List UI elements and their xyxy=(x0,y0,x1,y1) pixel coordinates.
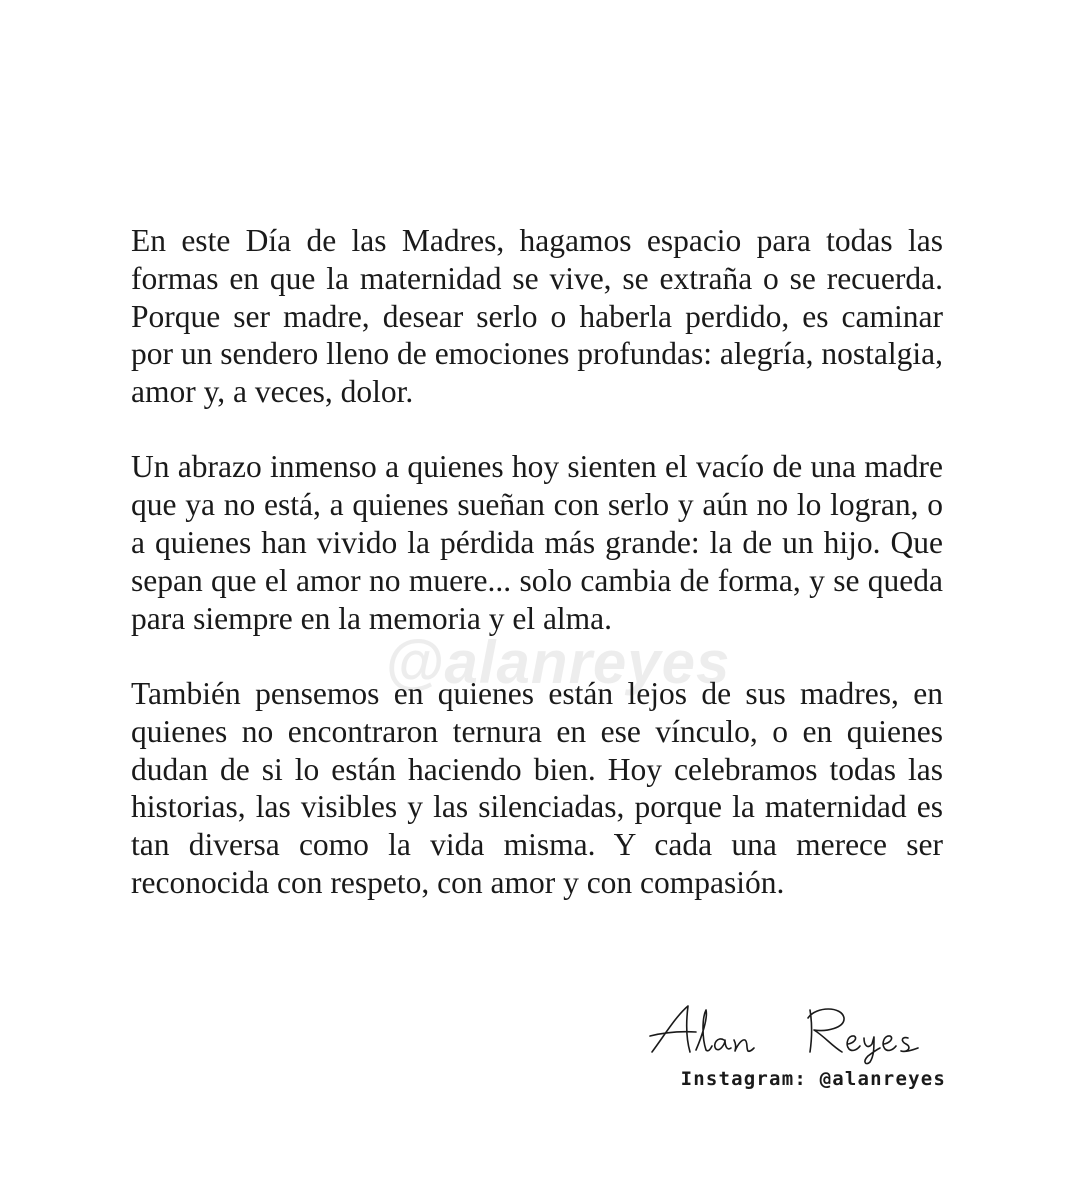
instagram-handle: Instagram: @alanreyes xyxy=(680,1068,946,1090)
paragraph-3: También pensemos en quienes están lejos de sus madres, en quienes no encontraron ternura en ese vínculo, o en quienes dudan de si lo están haciendo bien. Hoy celebramos todas las historias, las visibles y las silenciadas, porque la maternidad es tan diversa como la vida misma. Y cada una merece ser reconocida con respeto, con amor y con compasión. xyxy=(131,675,943,900)
signature xyxy=(646,996,946,1066)
watermark: @alanreyes xyxy=(385,629,731,696)
paragraph-1: En este Día de las Madres, hagamos espacio para todas las formas en que la maternidad se vive, se extraña o se recuerda. Porque ser madre, desear serlo o haberla perdido, es caminar por un sendero lleno de emociones profundas: alegría, nostalgia, amor y, a veces, dolor. xyxy=(131,223,943,410)
paragraph-2: Un abrazo inmenso a quienes hoy sienten el vacío de una madre que ya no está, a quienes sueñan con serlo y aún no lo logran, o a quienes han vivido la pérdida más grande: la de un hijo. Que sepan que el amor no muere... solo cambia de forma, y se queda para siempre en la memoria y el alma. xyxy=(131,449,943,636)
message-body xyxy=(131,222,943,902)
